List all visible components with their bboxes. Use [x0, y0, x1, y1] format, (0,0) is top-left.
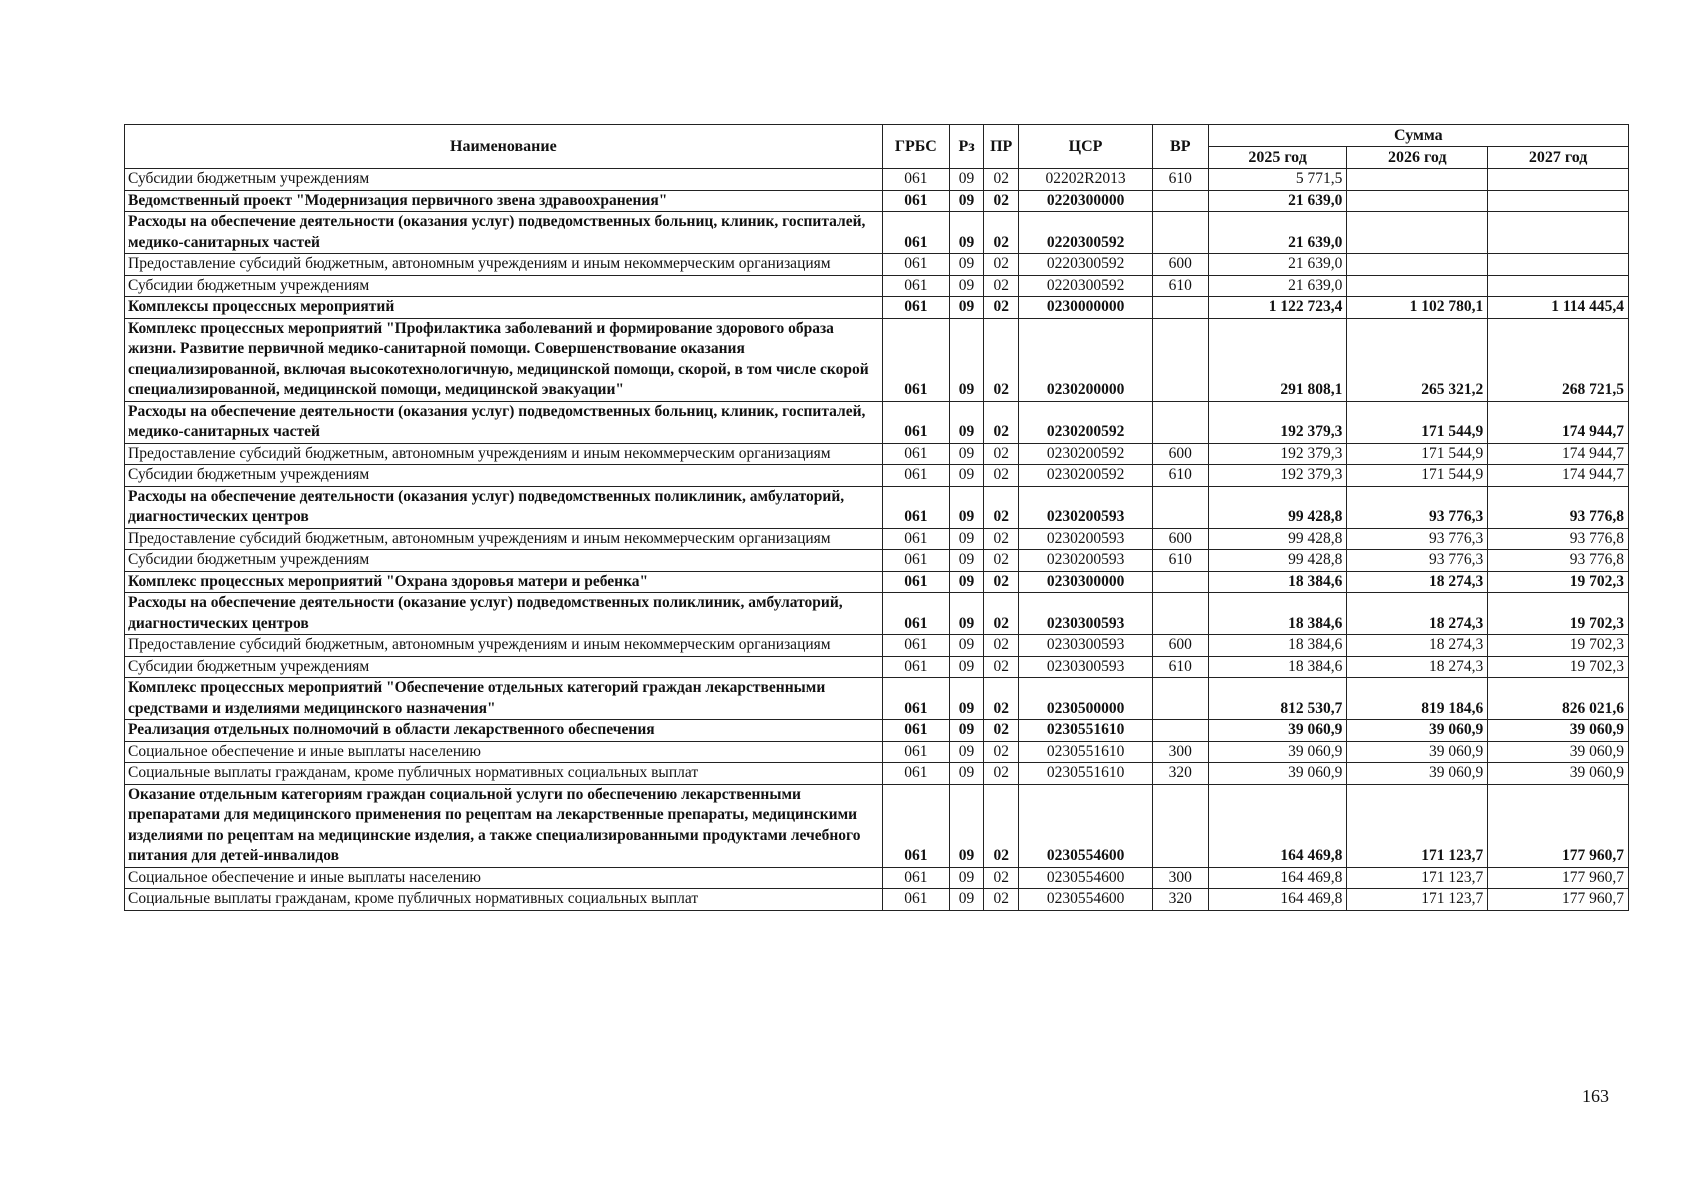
cell-grbs: 061	[882, 571, 949, 593]
cell-sum-2027: 39 060,9	[1488, 763, 1629, 785]
cell-grbs: 061	[882, 635, 949, 657]
cell-csr: 0230200592	[1019, 401, 1153, 443]
page-number: 163	[1582, 1086, 1609, 1106]
cell-sum-2025: 18 384,6	[1208, 593, 1347, 635]
cell-sum-2026: 18 274,3	[1347, 571, 1488, 593]
table-row	[125, 867, 1629, 889]
cell-sum-2027	[1488, 275, 1629, 297]
cell-csr: 0230551610	[1019, 720, 1153, 742]
table-row	[125, 275, 1629, 297]
cell-sum-2026: 93 776,3	[1347, 550, 1488, 572]
cell-csr: 02202R2013	[1019, 169, 1153, 191]
cell-sum-2027	[1488, 254, 1629, 276]
cell-sum-2027: 174 944,7	[1488, 465, 1629, 487]
cell-sum-2027: 174 944,7	[1488, 443, 1629, 465]
cell-csr: 0220300000	[1019, 190, 1153, 212]
table-row	[125, 889, 1629, 911]
cell-sum-2025: 812 530,7	[1208, 678, 1347, 720]
cell-sum-2027: 177 960,7	[1488, 889, 1629, 911]
table-row	[125, 656, 1629, 678]
cell-sum-2025: 192 379,3	[1208, 401, 1347, 443]
cell-sum-2025: 39 060,9	[1208, 763, 1347, 785]
cell-pr: 02	[984, 720, 1019, 742]
cell-rz: 09	[949, 528, 983, 550]
cell-csr: 0230554600	[1019, 867, 1153, 889]
cell-rz: 09	[949, 720, 983, 742]
table-row	[125, 763, 1629, 785]
cell-sum-2027: 93 776,8	[1488, 550, 1629, 572]
cell-rz: 09	[949, 297, 983, 319]
header-csr: ЦСР	[1019, 125, 1153, 169]
cell-sum-2027: 93 776,8	[1488, 528, 1629, 550]
cell-sum-2026	[1347, 212, 1488, 254]
cell-sum-2026: 18 274,3	[1347, 593, 1488, 635]
cell-sum-2025: 1 122 723,4	[1208, 297, 1347, 319]
table-row	[125, 318, 1629, 401]
cell-sum-2027: 19 702,3	[1488, 656, 1629, 678]
cell-sum-2026: 171 123,7	[1347, 867, 1488, 889]
cell-csr: 0230200592	[1019, 465, 1153, 487]
cell-rz: 09	[949, 401, 983, 443]
cell-rz: 09	[949, 763, 983, 785]
cell-name: Расходы на обеспечение деятельности (оказание услуг) подведомственных поликлиник, амбулаторий, диагностических центров	[125, 593, 883, 635]
cell-grbs: 061	[882, 720, 949, 742]
cell-grbs: 061	[882, 741, 949, 763]
cell-pr: 02	[984, 443, 1019, 465]
cell-rz: 09	[949, 593, 983, 635]
cell-sum-2026: 39 060,9	[1347, 720, 1488, 742]
cell-grbs: 061	[882, 593, 949, 635]
cell-sum-2027: 19 702,3	[1488, 571, 1629, 593]
cell-vr	[1152, 678, 1208, 720]
cell-sum-2025: 21 639,0	[1208, 190, 1347, 212]
cell-grbs: 061	[882, 678, 949, 720]
cell-rz: 09	[949, 867, 983, 889]
table-row	[125, 784, 1629, 867]
cell-grbs: 061	[882, 486, 949, 528]
cell-name: Социальные выплаты гражданам, кроме публичных нормативных социальных выплат	[125, 889, 883, 911]
cell-grbs: 061	[882, 401, 949, 443]
table-row	[125, 212, 1629, 254]
cell-name: Реализация отдельных полномочий в области лекарственного обеспечения	[125, 720, 883, 742]
cell-name: Субсидии бюджетным учреждениям	[125, 169, 883, 191]
cell-sum-2025: 21 639,0	[1208, 254, 1347, 276]
header-year-2027: 2027 год	[1488, 147, 1629, 169]
cell-rz: 09	[949, 318, 983, 401]
cell-name: Субсидии бюджетным учреждениям	[125, 656, 883, 678]
cell-vr	[1152, 212, 1208, 254]
cell-csr: 0230300593	[1019, 635, 1153, 657]
cell-name: Предоставление субсидий бюджетным, автономным учреждениям и иным некоммерческим организациям	[125, 254, 883, 276]
cell-csr: 0230300000	[1019, 571, 1153, 593]
cell-name: Субсидии бюджетным учреждениям	[125, 465, 883, 487]
cell-rz: 09	[949, 635, 983, 657]
cell-rz: 09	[949, 254, 983, 276]
cell-sum-2025: 18 384,6	[1208, 571, 1347, 593]
cell-rz: 09	[949, 678, 983, 720]
cell-name: Социальное обеспечение и иные выплаты населению	[125, 867, 883, 889]
cell-vr: 610	[1152, 550, 1208, 572]
cell-csr: 0230200000	[1019, 318, 1153, 401]
cell-sum-2025: 99 428,8	[1208, 528, 1347, 550]
cell-sum-2025: 39 060,9	[1208, 741, 1347, 763]
header-grbs: ГРБС	[882, 125, 949, 169]
cell-vr: 610	[1152, 656, 1208, 678]
cell-vr	[1152, 486, 1208, 528]
cell-sum-2025: 39 060,9	[1208, 720, 1347, 742]
cell-csr: 0230200593	[1019, 528, 1153, 550]
cell-grbs: 061	[882, 275, 949, 297]
cell-vr: 600	[1152, 443, 1208, 465]
cell-vr: 320	[1152, 763, 1208, 785]
cell-name: Предоставление субсидий бюджетным, автономным учреждениям и иным некоммерческим организациям	[125, 635, 883, 657]
cell-csr: 0230300593	[1019, 593, 1153, 635]
header-year-2025: 2025 год	[1208, 147, 1347, 169]
cell-pr: 02	[984, 784, 1019, 867]
cell-vr: 320	[1152, 889, 1208, 911]
cell-vr	[1152, 593, 1208, 635]
table-row	[125, 593, 1629, 635]
cell-vr	[1152, 401, 1208, 443]
cell-pr: 02	[984, 486, 1019, 528]
cell-sum-2026: 93 776,3	[1347, 528, 1488, 550]
table-row	[125, 678, 1629, 720]
cell-name: Комплекс процессных мероприятий "Профилактика заболеваний и формирование здорового образа жизни. Развитие первичной медико-санитарной помощи. Совершенствование оказания специализированной, включая высокотехнологичную, медицинской помощи, скорой, в том числе скорой специализированной, медицинской помощи, медицинской эвакуации"	[125, 318, 883, 401]
cell-grbs: 061	[882, 169, 949, 191]
cell-sum-2027: 93 776,8	[1488, 486, 1629, 528]
cell-rz: 09	[949, 486, 983, 528]
cell-vr: 600	[1152, 254, 1208, 276]
cell-rz: 09	[949, 190, 983, 212]
cell-vr: 600	[1152, 635, 1208, 657]
cell-sum-2027: 19 702,3	[1488, 635, 1629, 657]
cell-pr: 02	[984, 169, 1019, 191]
cell-vr	[1152, 297, 1208, 319]
cell-rz: 09	[949, 889, 983, 911]
cell-sum-2025: 99 428,8	[1208, 486, 1347, 528]
cell-pr: 02	[984, 401, 1019, 443]
cell-sum-2027: 39 060,9	[1488, 720, 1629, 742]
cell-rz: 09	[949, 465, 983, 487]
cell-grbs: 061	[882, 528, 949, 550]
cell-pr: 02	[984, 571, 1019, 593]
cell-sum-2027: 19 702,3	[1488, 593, 1629, 635]
cell-pr: 02	[984, 275, 1019, 297]
cell-vr: 610	[1152, 465, 1208, 487]
cell-pr: 02	[984, 318, 1019, 401]
header-rz: Рз	[949, 125, 983, 169]
table-row	[125, 720, 1629, 742]
cell-grbs: 061	[882, 443, 949, 465]
cell-name: Предоставление субсидий бюджетным, автономным учреждениям и иным некоммерческим организациям	[125, 443, 883, 465]
cell-sum-2026	[1347, 254, 1488, 276]
cell-grbs: 061	[882, 763, 949, 785]
cell-sum-2026: 819 184,6	[1347, 678, 1488, 720]
cell-grbs: 061	[882, 656, 949, 678]
cell-vr: 300	[1152, 867, 1208, 889]
cell-sum-2027	[1488, 169, 1629, 191]
cell-vr	[1152, 318, 1208, 401]
cell-grbs: 061	[882, 784, 949, 867]
header-year-2026: 2026 год	[1347, 147, 1488, 169]
cell-sum-2026	[1347, 190, 1488, 212]
cell-vr	[1152, 190, 1208, 212]
cell-name: Социальные выплаты гражданам, кроме публичных нормативных социальных выплат	[125, 763, 883, 785]
cell-sum-2026: 171 544,9	[1347, 465, 1488, 487]
cell-sum-2027: 39 060,9	[1488, 741, 1629, 763]
cell-sum-2026	[1347, 275, 1488, 297]
cell-name: Расходы на обеспечение деятельности (оказания услуг) подведомственных больниц, клиник, госпиталей, медико-санитарных частей	[125, 212, 883, 254]
cell-sum-2025: 164 469,8	[1208, 784, 1347, 867]
cell-name: Расходы на обеспечение деятельности (оказания услуг) подведомственных больниц, клиник, госпиталей, медико-санитарных частей	[125, 401, 883, 443]
cell-name: Расходы на обеспечение деятельности (оказания услуг) подведомственных поликлиник, амбулаторий, диагностических центров	[125, 486, 883, 528]
cell-pr: 02	[984, 528, 1019, 550]
cell-rz: 09	[949, 784, 983, 867]
cell-sum-2026: 39 060,9	[1347, 741, 1488, 763]
cell-rz: 09	[949, 550, 983, 572]
cell-grbs: 061	[882, 254, 949, 276]
cell-sum-2025: 21 639,0	[1208, 212, 1347, 254]
header-name: Наименование	[125, 125, 883, 169]
cell-sum-2025: 18 384,6	[1208, 635, 1347, 657]
cell-csr: 0230200593	[1019, 486, 1153, 528]
cell-rz: 09	[949, 656, 983, 678]
cell-sum-2026: 93 776,3	[1347, 486, 1488, 528]
cell-vr	[1152, 571, 1208, 593]
table-row	[125, 297, 1629, 319]
table-row	[125, 401, 1629, 443]
table-row	[125, 635, 1629, 657]
cell-sum-2025: 5 771,5	[1208, 169, 1347, 191]
cell-name: Предоставление субсидий бюджетным, автономным учреждениям и иным некоммерческим организациям	[125, 528, 883, 550]
table-row	[125, 571, 1629, 593]
cell-grbs: 061	[882, 465, 949, 487]
cell-rz: 09	[949, 571, 983, 593]
budget-table	[124, 124, 1629, 911]
cell-csr: 0230554600	[1019, 784, 1153, 867]
cell-sum-2026: 18 274,3	[1347, 635, 1488, 657]
cell-csr: 0230554600	[1019, 889, 1153, 911]
cell-sum-2026: 171 123,7	[1347, 889, 1488, 911]
cell-sum-2027: 177 960,7	[1488, 784, 1629, 867]
header-sum: Сумма	[1208, 125, 1628, 147]
cell-pr: 02	[984, 593, 1019, 635]
cell-name: Субсидии бюджетным учреждениям	[125, 550, 883, 572]
cell-name: Ведомственный проект "Модернизация первичного звена здравоохранения"	[125, 190, 883, 212]
header-vr: ВР	[1152, 125, 1208, 169]
cell-csr: 0220300592	[1019, 275, 1153, 297]
cell-sum-2026: 39 060,9	[1347, 763, 1488, 785]
cell-rz: 09	[949, 275, 983, 297]
cell-pr: 02	[984, 190, 1019, 212]
cell-vr	[1152, 784, 1208, 867]
cell-name: Субсидии бюджетным учреждениям	[125, 275, 883, 297]
cell-pr: 02	[984, 889, 1019, 911]
cell-pr: 02	[984, 867, 1019, 889]
cell-sum-2026	[1347, 169, 1488, 191]
cell-csr: 0230551610	[1019, 763, 1153, 785]
cell-sum-2025: 192 379,3	[1208, 443, 1347, 465]
cell-grbs: 061	[882, 190, 949, 212]
cell-pr: 02	[984, 678, 1019, 720]
table-row	[125, 528, 1629, 550]
cell-vr: 300	[1152, 741, 1208, 763]
cell-rz: 09	[949, 212, 983, 254]
cell-grbs: 061	[882, 867, 949, 889]
cell-sum-2025: 291 808,1	[1208, 318, 1347, 401]
table-row	[125, 169, 1629, 191]
cell-rz: 09	[949, 443, 983, 465]
cell-sum-2025: 99 428,8	[1208, 550, 1347, 572]
table-header	[125, 125, 1629, 169]
table-row	[125, 443, 1629, 465]
cell-pr: 02	[984, 763, 1019, 785]
header-pr: ПР	[984, 125, 1019, 169]
cell-csr: 0230000000	[1019, 297, 1153, 319]
table-row	[125, 254, 1629, 276]
cell-csr: 0230300593	[1019, 656, 1153, 678]
cell-sum-2025: 18 384,6	[1208, 656, 1347, 678]
cell-pr: 02	[984, 741, 1019, 763]
cell-name: Комплекс процессных мероприятий "Обеспечение отдельных категорий граждан лекарственными средствами и изделиями медицинского назначения"	[125, 678, 883, 720]
cell-vr: 610	[1152, 275, 1208, 297]
cell-sum-2027: 177 960,7	[1488, 867, 1629, 889]
cell-pr: 02	[984, 465, 1019, 487]
cell-pr: 02	[984, 254, 1019, 276]
cell-name: Комплекс процессных мероприятий "Охрана здоровья матери и ребенка"	[125, 571, 883, 593]
cell-grbs: 061	[882, 889, 949, 911]
cell-csr: 0230500000	[1019, 678, 1153, 720]
cell-vr	[1152, 720, 1208, 742]
cell-pr: 02	[984, 635, 1019, 657]
cell-vr: 600	[1152, 528, 1208, 550]
table-row	[125, 465, 1629, 487]
cell-sum-2027	[1488, 212, 1629, 254]
cell-sum-2027: 1 114 445,4	[1488, 297, 1629, 319]
cell-csr: 0220300592	[1019, 254, 1153, 276]
cell-name: Комплексы процессных мероприятий	[125, 297, 883, 319]
cell-sum-2026: 171 544,9	[1347, 401, 1488, 443]
cell-rz: 09	[949, 741, 983, 763]
cell-grbs: 061	[882, 318, 949, 401]
cell-csr: 0230200593	[1019, 550, 1153, 572]
cell-sum-2027	[1488, 190, 1629, 212]
table-row	[125, 550, 1629, 572]
cell-sum-2025: 164 469,8	[1208, 889, 1347, 911]
table-row	[125, 486, 1629, 528]
table-body	[125, 169, 1629, 911]
budget-table-page	[124, 124, 1629, 911]
cell-pr: 02	[984, 212, 1019, 254]
cell-sum-2026: 265 321,2	[1347, 318, 1488, 401]
cell-grbs: 061	[882, 212, 949, 254]
cell-sum-2026: 18 274,3	[1347, 656, 1488, 678]
cell-sum-2026: 1 102 780,1	[1347, 297, 1488, 319]
cell-csr: 0230551610	[1019, 741, 1153, 763]
cell-sum-2025: 164 469,8	[1208, 867, 1347, 889]
cell-name: Социальное обеспечение и иные выплаты населению	[125, 741, 883, 763]
cell-grbs: 061	[882, 550, 949, 572]
cell-sum-2026: 171 123,7	[1347, 784, 1488, 867]
table-row	[125, 190, 1629, 212]
cell-sum-2027: 268 721,5	[1488, 318, 1629, 401]
cell-sum-2025: 21 639,0	[1208, 275, 1347, 297]
cell-csr: 0230200592	[1019, 443, 1153, 465]
cell-csr: 0220300592	[1019, 212, 1153, 254]
table-row	[125, 741, 1629, 763]
cell-sum-2025: 192 379,3	[1208, 465, 1347, 487]
cell-sum-2027: 174 944,7	[1488, 401, 1629, 443]
cell-pr: 02	[984, 297, 1019, 319]
cell-sum-2027: 826 021,6	[1488, 678, 1629, 720]
cell-pr: 02	[984, 656, 1019, 678]
cell-grbs: 061	[882, 297, 949, 319]
cell-sum-2026: 171 544,9	[1347, 443, 1488, 465]
cell-pr: 02	[984, 550, 1019, 572]
cell-vr: 610	[1152, 169, 1208, 191]
cell-rz: 09	[949, 169, 983, 191]
cell-name: Оказание отдельным категориям граждан социальной услуги по обеспечению лекарственными препаратами для медицинского применения по рецептам на лекарственные препараты, медицинскими изделиями по рецептам на медицинские изделия, а также специализированными продуктами лечебного питания для детей-инвалидов	[125, 784, 883, 867]
